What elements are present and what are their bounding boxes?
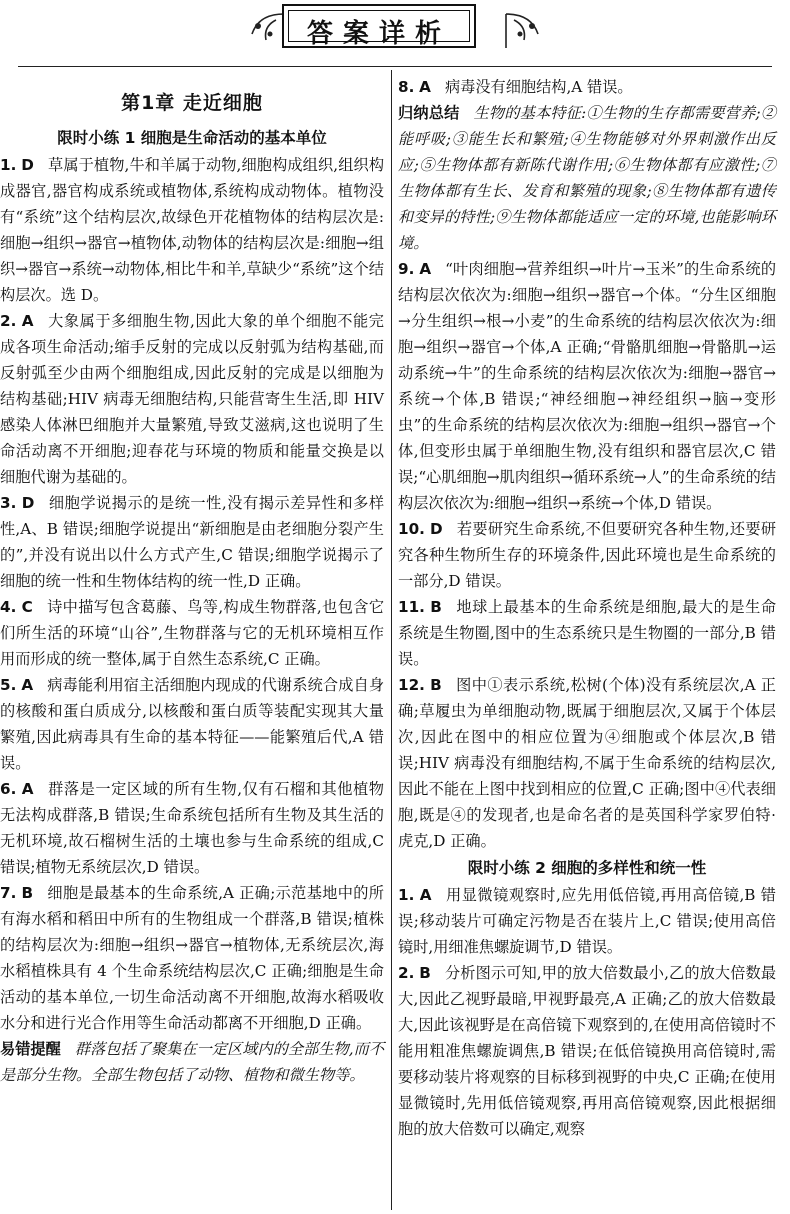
item-number: 2.	[0, 312, 17, 330]
item-number: 3.	[0, 494, 17, 512]
item-text: 病毒能利用宿主活细胞内现成的代谢系统合成自身的核酸和蛋白质成分,以核酸和蛋白质等装配实现其大量繁殖,因此病毒具有生命的基本特征——能繁殖后代,A 错误。	[0, 676, 385, 772]
item-number: 6.	[0, 780, 17, 798]
item-text: 大象属于多细胞生物,因此大象的单个细胞不能完成各项生命活动;缩手反射的完成以反射弧为结构基础,而反射弧至少由两个细胞组成,因此反射的完成是以细胞为结构基础;HIV 病毒无细胞结构,只能营寄生生活,即 HIV 感染人体淋巴细胞并大量繁殖,导致艾滋病,这也说明了生命活动离不开细胞;迎春花与环境的物质和能量交换是以细胞代谢为基础的。	[0, 312, 384, 486]
answer-item	[0, 490, 384, 594]
answer-item	[398, 882, 776, 960]
section-title-1: 限时小练 1 细胞是生命活动的基本单位	[57, 129, 327, 147]
column-divider	[391, 70, 392, 1210]
item-answer: C	[21, 598, 33, 616]
item-number: 8.	[398, 78, 415, 96]
answer-item	[0, 152, 384, 308]
item-number: 1.	[398, 886, 415, 904]
answer-item	[0, 880, 384, 1036]
tip-text: 群落包括了聚集在一定区域内的全部生物,而不是部分生物。全部生物包括了动物、植物和微生物等。	[0, 1040, 385, 1084]
title-box	[282, 4, 476, 48]
item-text: 图中①表示系统,松树(个体)没有系统层次,A 正确;草履虫为单细胞动物,既属于细胞层次,又属于个体层次,因此在图中的相应位置为④细胞或个体层次,B 错误;HIV 病毒没有细胞结构,不属于生命系统的结构层次,因此不能在上图中找到相应的位置,C 正确;图中④代表细胞,既是④的发现者,也是命名者的是英国科学家罗伯特·虎克,D 正确。	[398, 676, 776, 850]
item-answer: A	[21, 312, 34, 330]
item-number: 9.	[398, 260, 415, 278]
item-answer: A	[21, 780, 34, 798]
item-number: 7.	[0, 884, 17, 902]
item-number: 5.	[0, 676, 17, 694]
page-header	[0, 0, 790, 62]
item-answer: A	[419, 260, 432, 278]
item-text: 病毒没有细胞结构,A 错误。	[444, 78, 633, 96]
item-answer: D	[21, 156, 34, 174]
error-tip	[0, 1036, 384, 1088]
item-number: 4.	[0, 598, 17, 616]
item-text: 用显微镜观察时,应先用低倍镜,再用高倍镜,B 错误;移动装片可确定污物是否在装片上,C 错误;使用高倍镜时,用细准焦螺旋调节,D 错误。	[398, 886, 776, 956]
item-answer: A	[419, 78, 431, 96]
item-number: 2.	[398, 964, 415, 982]
item-text: 细胞学说揭示的是统一性,没有揭示差异性和多样性,A、B 错误;细胞学说提出“新细胞是由老细胞分裂产生的”,并没有说出以什么方式产生,C 错误;细胞学说揭示了细胞的统一性和生物体结构的统一性,D 正确。	[0, 494, 385, 590]
item-text: 细胞是最基本的生命系统,A 正确;示范基地中的所有海水稻和稻田中所有的生物组成一个群落,B 错误;植株的结构层次为:细胞→组织→器官→植物体,无系统层次,海水稻植株具有 4 个生命系统结构层次,C 正确;细胞是生命活动的基本单位,一切生命活动离不开细胞,故海水稻吸收水分和进行光合作用等生命活动都离不开细胞,D 正确。	[0, 884, 384, 1032]
item-text: 群落是一定区域的所有生物,仅有石榴和其他植物无法构成群落,B 错误;生命系统包括所有生物及其生活的无机环境,故石榴树生活的土壤也参与生命系统的组成,C 错误;植物无系统层次,D 错误。	[0, 780, 384, 876]
summary-note	[398, 100, 776, 256]
answer-item	[398, 672, 776, 854]
item-number: 1.	[0, 156, 17, 174]
answer-item	[398, 74, 776, 100]
left-column	[0, 74, 384, 1088]
section-title-2: 限时小练 2 细胞的多样性和统一性	[467, 859, 707, 877]
item-text: 若要研究生命系统,不但要研究各种生物,还要研究各种生物所生存的环境条件,因此环境也是生命系统的一部分,D 错误。	[398, 520, 777, 590]
summary-label: 归纳总结	[398, 104, 460, 122]
right-ornament-icon	[504, 8, 544, 48]
item-number: 11.	[398, 598, 425, 616]
answer-item	[0, 776, 384, 880]
answer-item	[0, 594, 384, 672]
item-answer: D	[21, 494, 35, 512]
item-answer: B	[430, 676, 442, 694]
item-text: “叶肉细胞→营养组织→叶片→玉米”的生命系统的结构层次依次为:细胞→组织→器官→个体。“分生区细胞→分生组织→根→小麦”的生命系统的结构层次依次为:细胞→组织→器官→个体,A 正确;“骨骼肌细胞→骨骼肌→运动系统→牛”的生命系统的结构层次依次为:细胞→器官→系统→个体,B 错误;“神经细胞→神经组织→脑→变形虫”的生命系统的结构层次依次为:细胞→组织→器官→个体,但变形虫属于单细胞生物,没有组织和器官层次,C 错误;“心肌细胞→肌肉组织→循环系统→人”的生命系统的结构层次依次为:细胞→组织→系统→个体,D 错误。	[398, 260, 777, 512]
item-answer: A	[419, 886, 432, 904]
answer-item	[0, 672, 384, 776]
left-ornament-icon	[246, 8, 286, 48]
item-answer: A	[21, 676, 34, 694]
chapter-title: 第1章 走近细胞	[121, 92, 263, 114]
right-column	[398, 74, 776, 1142]
answer-item	[398, 256, 776, 516]
answer-item	[398, 960, 776, 1142]
item-number: 12.	[398, 676, 425, 694]
page-title: 答案详析	[306, 19, 451, 49]
item-answer: B	[21, 884, 34, 902]
item-answer: B	[419, 964, 431, 982]
summary-text: 生物的基本特征:①生物的生存都需要营养;②能呼吸;③能生长和繁殖;④生物能够对外界刺激作出反应;⑤生物体都有新陈代谢作用;⑥生物体都有应激性;⑦生物体都有生长、发育和繁殖的现象;⑧生物体都有遗传和变异的特性;⑨生物体都能适应一定的环境,也能影响环境。	[398, 104, 777, 252]
item-text: 分析图示可知,甲的放大倍数最小,乙的放大倍数最大,因此乙视野最暗,甲视野最亮,A 正确;乙的放大倍数最大,因此该视野是在高倍镜下观察到的,在使用高倍镜时不能用粗准焦螺旋调焦,B 错误;在低倍镜换用高倍镜时,需要移动装片将观察的目标移到视野的中央,C 正确;在使用显微镜时,先用低倍镜观察,再用高倍镜观察,因此根据细胞的放大倍数可以确定,观察	[398, 964, 777, 1138]
item-answer: D	[430, 520, 443, 538]
item-text: 诗中描写包含葛藤、鸟等,构成生物群落,也包含它们所生活的环境“山谷”,生物群落与它的无机环境相互作用而形成的统一整体,属于自然生态系统,C 正确。	[0, 598, 385, 668]
header-rule	[18, 66, 772, 67]
item-text: 草属于植物,牛和羊属于动物,细胞构成组织,组织构成器官,器官构成系统或植物体,系统构成动物体。植物没有“系统”这个结构层次,故绿色开花植物体的结构层次是:细胞→组织→器官→植物体,动物体的结构层次是:细胞→组织→器官→系统→动物体,相比牛和羊,草缺少“系统”这个结构层次。选 D。	[0, 156, 385, 304]
answer-item	[398, 516, 776, 594]
item-text: 地球上最基本的生命系统是细胞,最大的是生命系统是生物圈,图中的生态系统只是生物圈的一部分,B 错误。	[398, 598, 777, 668]
tip-label: 易错提醒	[0, 1040, 61, 1058]
item-answer: B	[430, 598, 442, 616]
answer-item	[0, 308, 384, 490]
answer-item	[398, 594, 776, 672]
item-number: 10.	[398, 520, 425, 538]
